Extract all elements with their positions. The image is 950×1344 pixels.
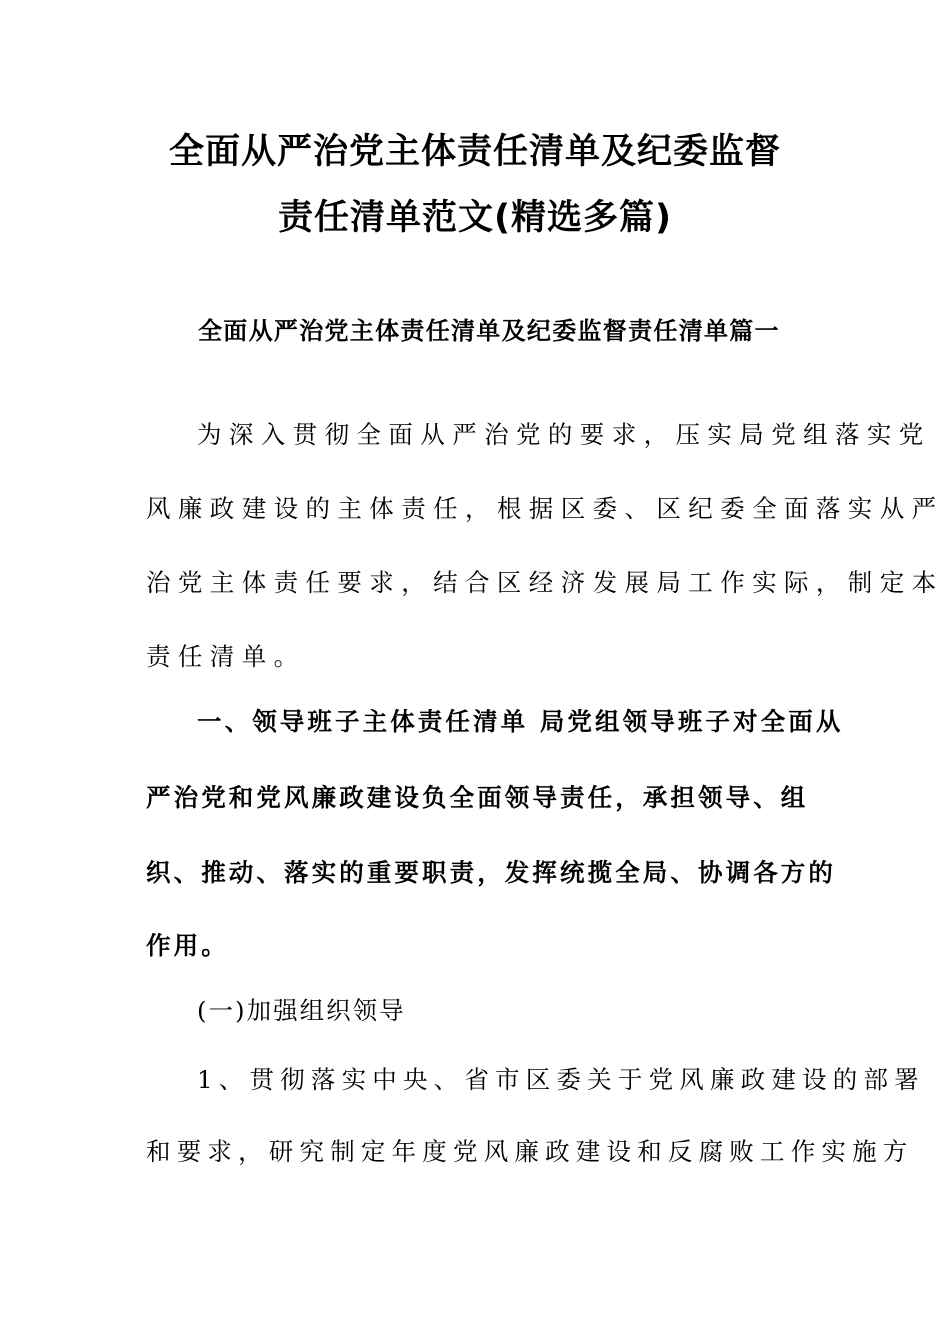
item-paragraph-line: 和要求，研究制定年度党风廉政建设和反腐败工作实施方 [146, 1137, 914, 1166]
section-heading: 全面从严治党主体责任清单及纪委监督责任清单篇一 [198, 316, 780, 345]
intro-paragraph-line: 责任清单。 [146, 642, 306, 671]
part-one-paragraph-line: 织、推动、落实的重要职责，发挥统揽全局、协调各方的 [146, 858, 836, 887]
subheading: (一)加强组织领导 [197, 996, 406, 1025]
document-title-line-1: 全面从严治党主体责任清单及纪委监督 [168, 132, 781, 172]
part-one-paragraph-line: 作用。 [146, 931, 229, 960]
part-one-paragraph-line: 一、领导班子主体责任清单 局党组领导班子对全面从 [197, 707, 844, 736]
intro-paragraph-line: 治党主体责任要求，结合区经济发展局工作实际，制定本 [146, 568, 944, 597]
document-title-line-2: 责任清单范文(精选多篇) [278, 198, 672, 238]
intro-paragraph-line: 风廉政建设的主体责任，根据区委、区纪委全面落实从严 [146, 494, 944, 523]
part-one-paragraph-line: 严治党和党风廉政建设负全面领导责任，承担领导、组 [146, 783, 809, 812]
intro-paragraph-line: 为深入贯彻全面从严治党的要求，压实局党组落实党 [197, 420, 931, 449]
item-paragraph-line: 1、贯彻落实中央、省市区委关于党风廉政建设的部署 [197, 1065, 925, 1094]
